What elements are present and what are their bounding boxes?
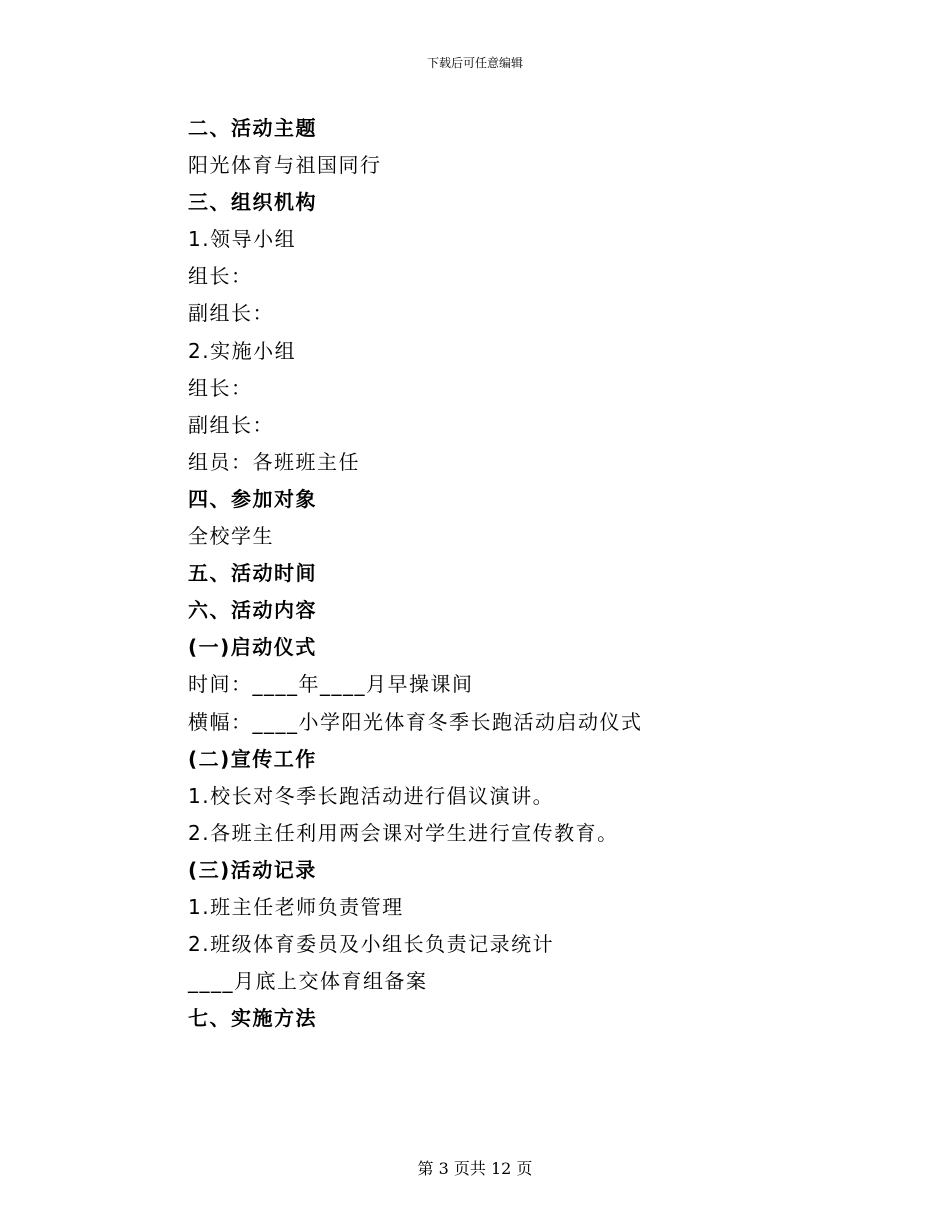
body-line: 2.班级体育委员及小组长负责记录统计 xyxy=(188,932,555,957)
subsection-heading: (三)活动记录 xyxy=(188,857,317,882)
body-line: 全校学生 xyxy=(188,524,274,549)
body-line: 2.各班主任利用两会课对学生进行宣传教育。 xyxy=(188,820,619,845)
section-heading: 三、组织机构 xyxy=(188,190,317,215)
body-line: 1.领导小组 xyxy=(188,227,297,252)
page-footer: 第 3 页共 12 页 xyxy=(417,1159,533,1178)
body-line: ____月底上交体育组备案 xyxy=(188,969,428,994)
body-line: 组长： xyxy=(188,375,253,400)
subsection-heading: (二)宣传工作 xyxy=(188,746,317,771)
body-line: 时间：____年____月早操课间 xyxy=(188,672,474,697)
section-heading: 五、活动时间 xyxy=(188,561,317,586)
section-heading: 六、活动内容 xyxy=(188,598,317,623)
section-heading: 四、参加对象 xyxy=(188,486,317,511)
body-line: 1.校长对冬季长跑活动进行倡议演讲。 xyxy=(188,783,555,808)
body-line: 1.班主任老师负责管理 xyxy=(188,894,404,919)
document-body xyxy=(188,110,888,1037)
subsection-heading: (一)启动仪式 xyxy=(188,635,317,660)
page-header: 下载后可任意编辑 xyxy=(426,56,523,70)
body-line: 横幅：____小学阳光体育冬季长跑活动启动仪式 xyxy=(188,709,643,734)
body-line: 组长： xyxy=(188,264,253,289)
body-line: 副组长： xyxy=(188,301,274,326)
body-line: 阳光体育与祖国同行 xyxy=(188,153,382,178)
section-heading: 七、实施方法 xyxy=(188,1006,317,1031)
section-heading: 二、活动主题 xyxy=(188,116,317,140)
body-line: 2.实施小组 xyxy=(188,338,297,363)
body-line: 组员：各班班主任 xyxy=(188,449,360,474)
body-line: 副组长： xyxy=(188,412,274,437)
